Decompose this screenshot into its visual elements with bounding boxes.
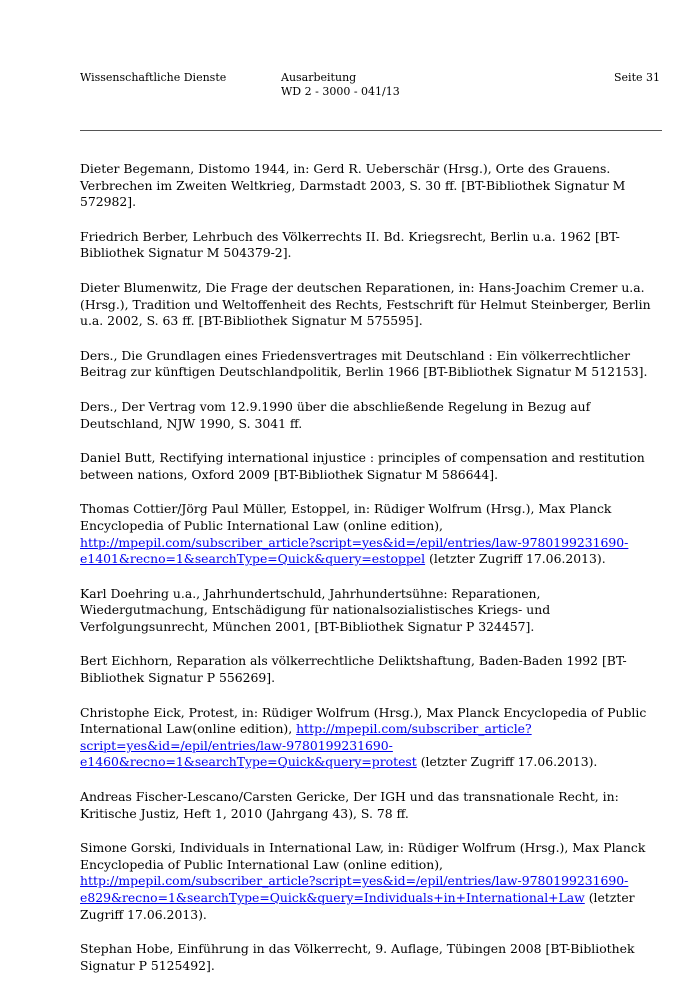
reference-entry — [80, 840, 664, 923]
reference-url-link[interactable]: http://mpepil.com/subscriber_article?script=yes&id=/epil/entries/law-9780199231690-e1460&recno=1&searchType=Quick&query=protest — [80, 721, 532, 770]
reference-text: Ders., Der Vertrag vom 12.9.1990 über die abschließende Regelung in Bezug auf Deutschland, NJW 1990, S. 3041 ff. — [80, 398, 591, 431]
reference-list — [80, 161, 664, 992]
reference-text: Karl Doehring u.a., Jahrhundertschuld, Jahrhundertsühne: Reparationen, Wiedergutmachung, Entschädigung für nationalsozialistisches Kriegs- und Verfolgungsunrecht, München 2001, [BT-Bibliothek Signatur P 324457]. — [80, 585, 551, 634]
reference-entry — [80, 941, 664, 974]
header-document-type: Ausarbeitung — [281, 71, 357, 84]
reference-text: Bert Eichhorn, Reparation als völkerrechtliche Deliktshaftung, Baden-Baden 1992 [BT-Bibliothek Signatur P 556269]. — [80, 653, 627, 686]
header-page-number: Seite 31 — [614, 71, 660, 84]
reference-url-link[interactable]: http://mpepil.com/subscriber_article?script=yes&id=/epil/entries/law-9780199231690-e829&recno=1&searchType=Quick&query=Individuals+in+International+Law — [80, 873, 629, 905]
reference-entry — [80, 653, 664, 686]
reference-entry — [80, 501, 664, 567]
reference-text: Christophe Eick, Protest, in: Rüdiger Wolfrum (Hrsg.), Max Planck Encyclopedia of Public International Law(online edition), — [80, 704, 647, 737]
reference-entry — [80, 229, 664, 262]
reference-access-date: (letzter Zugriff 17.06.2013). — [425, 551, 606, 567]
reference-entry — [80, 450, 664, 483]
reference-entry — [80, 705, 664, 771]
reference-url-link[interactable]: http://mpepil.com/subscriber_article?script=yes&id=/epil/entries/law-9780199231690-e1401&recno=1&searchType=Quick&query=estoppel — [80, 534, 629, 567]
header-divider — [80, 130, 662, 131]
reference-text: Dieter Blumenwitz, Die Frage der deutschen Reparationen, in: Hans-Joachim Cremer u.a. (Hrsg.), Tradition und Weltoffenheit des Rechts, Festschrift für Helmut Steinberger, Berlin u.a. 2002, S. 63 ff. [BT-Bibliothek Signatur M 575595]. — [80, 279, 651, 329]
reference-text: Thomas Cottier/Jörg Paul Müller, Estoppel, in: Rüdiger Wolfrum (Hrsg.), Max Planck Encyclopedia of Public International Law (online edition), — [80, 501, 612, 533]
reference-text: Dieter Begemann, Distomo 1944, in: Gerd R. Ueberschär (Hrsg.), Orte des Grauens. Verbrechen im Zweiten Weltkrieg, Darmstadt 2003, S. 30 ff. [BT-Bibliothek Signatur M 572982]. — [80, 161, 626, 210]
reference-entry — [80, 348, 664, 381]
header-document-info — [281, 71, 400, 99]
reference-text: Friedrich Berber, Lehrbuch des Völkerrechts II. Bd. Kriegsrecht, Berlin u.a. 1962 [BT-Bibliothek Signatur M 504379-2]. — [80, 228, 620, 261]
reference-entry — [80, 586, 664, 636]
page-header — [80, 71, 660, 111]
reference-access-date: (letzter Zugriff 17.06.2013). — [80, 890, 635, 922]
reference-text: Daniel Butt, Rectifying international injustice : principles of compensation and restitution between nations, Oxford 2009 [BT-Bibliothek Signatur M 586644]. — [80, 450, 645, 482]
reference-entry — [80, 161, 664, 211]
reference-text: Stephan Hobe, Einführung in das Völkerrecht, 9. Auflage, Tübingen 2008 [BT-Bibliothek Signatur P 5125492]. — [80, 941, 635, 973]
header-department: Wissenschaftliche Dienste — [80, 71, 227, 84]
reference-text: Andreas Fischer-Lescano/Carsten Gericke, Der IGH und das transnationale Recht, in: Kritische Justiz, Heft 1, 2010 (Jahrgang 43), S. 78 ff. — [80, 789, 619, 821]
header-document-number: WD 2 - 3000 - 041/13 — [281, 85, 400, 98]
reference-entry — [80, 399, 664, 432]
reference-text: Ders., Die Grundlagen eines Friedensvertrages mit Deutschland : Ein völkerrechtlicher Beitrag zur künftigen Deutschlandpolitik, Berlin 1966 [BT-Bibliothek Signatur M 512153]. — [80, 347, 648, 380]
reference-entry — [80, 789, 664, 822]
reference-entry — [80, 280, 664, 330]
reference-text: Simone Gorski, Individuals in International Law, in: Rüdiger Wolfrum (Hrsg.), Max Planck Encyclopedia of Public International Law (online edition), — [80, 840, 646, 872]
reference-access-date: (letzter Zugriff 17.06.2013). — [416, 754, 598, 770]
